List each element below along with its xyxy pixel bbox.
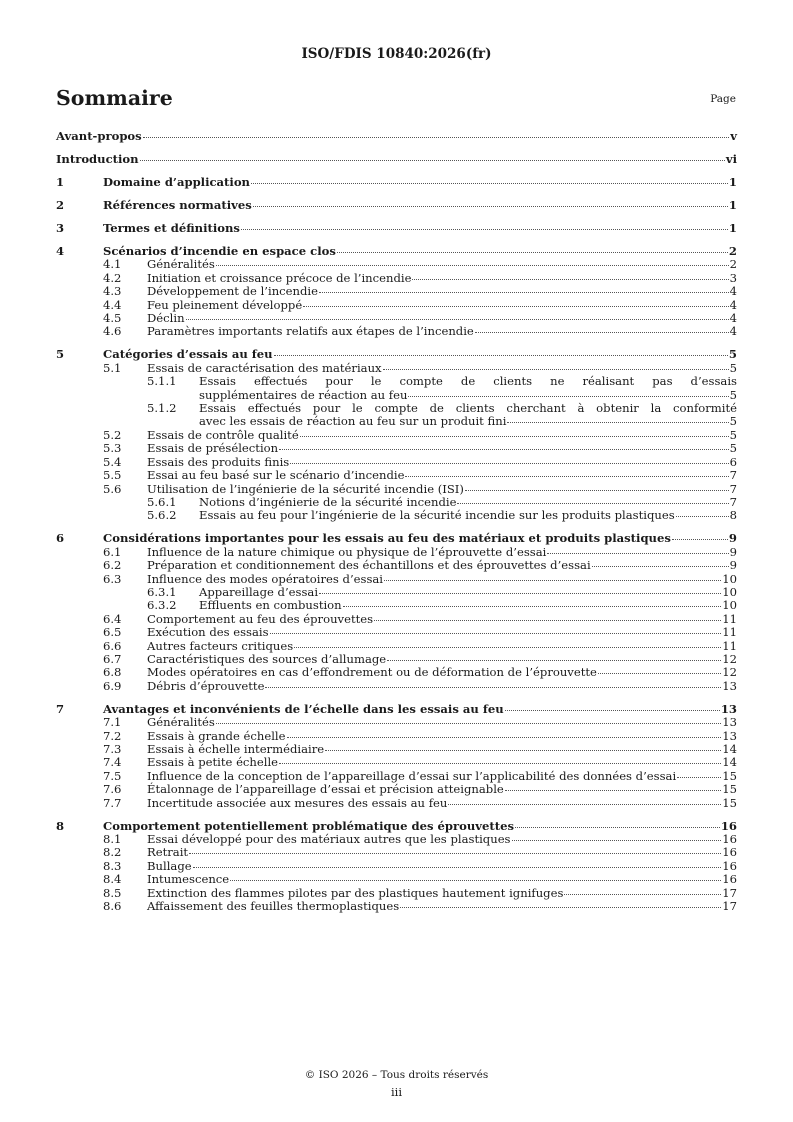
toc-entry-page: 8 bbox=[729, 508, 737, 523]
dot-leader bbox=[384, 580, 721, 581]
toc-entry-number: 1 bbox=[56, 175, 65, 189]
toc-entry[interactable] bbox=[56, 887, 737, 900]
toc-entry-page: 16 bbox=[722, 858, 737, 873]
toc-entry[interactable] bbox=[56, 312, 737, 325]
dot-leader bbox=[216, 265, 729, 266]
toc-entry-page: 7 bbox=[729, 494, 737, 509]
toc-entry-number: 7.7 bbox=[103, 795, 122, 810]
toc-entry-title: Préparation et conditionnement des échantillons et des éprouvettes d’essai bbox=[147, 558, 591, 573]
toc-entry-number: 4 bbox=[56, 244, 65, 258]
toc-entry[interactable] bbox=[56, 666, 737, 679]
toc-entry-page: 4 bbox=[729, 324, 737, 339]
toc-entry-page: 16 bbox=[722, 832, 737, 847]
toc-entry[interactable] bbox=[56, 285, 737, 298]
toc-entry-page: 16 bbox=[722, 872, 737, 887]
toc-entry-page: 4 bbox=[729, 297, 737, 312]
toc-entry-number: 7.6 bbox=[103, 782, 122, 797]
toc-entry-title: Autres facteurs critiques bbox=[147, 638, 294, 653]
toc-entry-title: Débris d’éprouvette bbox=[147, 678, 265, 693]
toc-entry-title: Généralités bbox=[147, 257, 215, 272]
toc-entry-number: 5.1.2 bbox=[147, 401, 177, 416]
toc-entry-title: Considérations importantes pour les essais au feu des matériaux et produits plastiques bbox=[103, 531, 671, 546]
toc-entry-number: 6.1 bbox=[103, 544, 122, 559]
toc-entry-title: Appareillage d’essai bbox=[199, 584, 319, 599]
toc-entry-page: 2 bbox=[728, 244, 737, 258]
toc-entry-page: 5 bbox=[729, 387, 737, 402]
dot-leader bbox=[448, 804, 721, 805]
toc-entry-title: Essai au feu basé sur le scénario d’incendie bbox=[147, 468, 405, 483]
toc-entry-page: 2 bbox=[729, 257, 737, 272]
toc-entry-page: 11 bbox=[722, 638, 737, 653]
toc-entry-title: Comportement potentiellement problématique des éprouvettes bbox=[103, 818, 515, 833]
toc-entry-page: 13 bbox=[722, 728, 737, 743]
dot-leader bbox=[140, 160, 725, 161]
toc-entry-title: Essais de présélection bbox=[147, 441, 279, 456]
dot-leader bbox=[337, 252, 728, 253]
toc-entry-page: 4 bbox=[729, 311, 737, 326]
toc-entry[interactable] bbox=[56, 716, 737, 729]
toc-entry-page: 15 bbox=[722, 768, 737, 783]
toc-entry-number: 6.3.1 bbox=[147, 584, 177, 599]
toc-entry-title: Déclin bbox=[147, 311, 185, 326]
toc-entry-title: Domaine d’application bbox=[103, 175, 250, 189]
dot-leader bbox=[592, 566, 729, 567]
toc-entry-title: Essais de contrôle qualité bbox=[147, 427, 299, 442]
toc-entry-number: 8.6 bbox=[103, 899, 122, 914]
toc-entry-title-line: avec les essais de réaction au feu sur un produit fini bbox=[199, 414, 507, 429]
dot-leader bbox=[319, 593, 721, 594]
toc-entry-number: 5.1.1 bbox=[147, 374, 177, 389]
dot-leader bbox=[408, 396, 728, 397]
toc-entry[interactable] bbox=[56, 456, 737, 469]
dot-leader bbox=[279, 449, 729, 450]
dot-leader bbox=[515, 827, 720, 828]
toc-entry-page: 9 bbox=[729, 544, 737, 559]
toc-entry-title: Exécution des essais bbox=[147, 625, 269, 640]
toc-entry-title: Modes opératoires en cas d’effondrement ou de déformation de l’éprouvette bbox=[147, 665, 597, 680]
toc-entry[interactable] bbox=[56, 245, 737, 258]
toc-entry-number: 6.9 bbox=[103, 678, 122, 693]
dot-leader bbox=[251, 183, 728, 184]
toc-entry[interactable] bbox=[56, 469, 737, 482]
toc-entry-title: Essais des produits finis bbox=[147, 454, 290, 469]
dot-leader bbox=[457, 503, 728, 504]
toc-entry-title: Notions d’ingénierie de la sécurité incendie bbox=[199, 494, 457, 509]
toc-entry[interactable] bbox=[56, 756, 737, 769]
toc-entry-number: 8.1 bbox=[103, 832, 122, 847]
toc-entry[interactable] bbox=[56, 833, 737, 846]
toc-entry-page: 12 bbox=[722, 665, 737, 680]
toc-entry-number: 6 bbox=[56, 531, 65, 546]
toc-entry-number: 5.6 bbox=[103, 481, 122, 496]
dot-leader bbox=[216, 723, 721, 724]
toc-entry-page: 13 bbox=[720, 701, 737, 716]
dot-leader bbox=[505, 710, 720, 711]
toc-entry-number: 5.4 bbox=[103, 454, 122, 469]
dot-leader bbox=[193, 867, 722, 868]
dot-leader bbox=[270, 633, 722, 634]
toc-entry-page: 6 bbox=[729, 454, 737, 469]
toc-entry[interactable] bbox=[56, 176, 737, 189]
toc-entry-page: 7 bbox=[729, 468, 737, 483]
dot-leader bbox=[290, 463, 728, 464]
toc-entry-page: 5 bbox=[729, 360, 737, 375]
toc-entry-title: Initiation et croissance précoce de l’incendie bbox=[147, 270, 412, 285]
dot-leader bbox=[287, 737, 722, 738]
toc-entry[interactable] bbox=[56, 743, 737, 756]
toc-entry[interactable] bbox=[56, 496, 737, 509]
toc-entry[interactable] bbox=[56, 222, 737, 235]
toc-entry-number: 6.4 bbox=[103, 611, 122, 626]
toc-entry-number: 6.3.2 bbox=[147, 598, 177, 613]
toc-entry-page: 15 bbox=[722, 782, 737, 797]
toc-entry-title: Retrait bbox=[147, 845, 189, 860]
toc-entry[interactable] bbox=[56, 653, 737, 666]
footer-copyright: © ISO 2026 – Tous droits réservés bbox=[304, 1069, 489, 1081]
toc-entry[interactable] bbox=[56, 770, 737, 783]
toc-entry-page: 10 bbox=[722, 598, 737, 613]
toc-entry-title: Étalonnage de l’appareillage d’essai et précision atteignable bbox=[147, 782, 504, 797]
page-column-label: Page bbox=[710, 93, 736, 105]
toc-entry[interactable] bbox=[56, 362, 737, 375]
toc-entry[interactable] bbox=[56, 272, 737, 285]
toc-entry-number: 4.2 bbox=[103, 270, 122, 285]
dot-leader bbox=[564, 894, 721, 895]
toc-entry-title: Références normatives bbox=[103, 198, 252, 212]
toc-entry[interactable] bbox=[56, 586, 737, 599]
toc-entry-title: Comportement au feu des éprouvettes bbox=[147, 611, 374, 626]
dot-leader bbox=[294, 647, 721, 648]
toc-entry[interactable] bbox=[56, 509, 737, 522]
toc-entry-page: 1 bbox=[728, 198, 737, 212]
toc-entry-number: 8 bbox=[56, 818, 65, 833]
toc-entry-number: 4.1 bbox=[103, 257, 122, 272]
toc-entry-title: Caractéristiques des sources d’allumage bbox=[147, 651, 387, 666]
toc-entry[interactable] bbox=[56, 900, 737, 913]
toc-entry-title: Scénarios d’incendie en espace clos bbox=[103, 244, 336, 258]
toc-entry-page: v bbox=[730, 129, 737, 143]
dot-leader bbox=[672, 539, 728, 540]
toc-entry-title: Influence de la conception de l’appareillage d’essai sur l’applicabilité des données d’essai bbox=[147, 768, 677, 783]
toc-entry-page: 13 bbox=[722, 678, 737, 693]
toc-entry-number: 4.3 bbox=[103, 284, 122, 299]
dot-leader bbox=[186, 319, 729, 320]
dot-leader bbox=[598, 673, 721, 674]
toc-entry[interactable] bbox=[56, 783, 737, 796]
toc-entry-page: 9 bbox=[728, 531, 737, 546]
toc-entry-page: 5 bbox=[729, 441, 737, 456]
dot-leader bbox=[279, 763, 721, 764]
dot-leader bbox=[547, 553, 728, 554]
toc-entry-page: 17 bbox=[722, 885, 737, 900]
footer-page-number: iii bbox=[390, 1085, 403, 1099]
toc-entry-page: 12 bbox=[722, 651, 737, 666]
toc-entry-title-continued bbox=[199, 389, 737, 402]
toc-entry-page: 10 bbox=[722, 584, 737, 599]
toc-entry-title: Paramètres importants relatifs aux étapes de l’incendie bbox=[147, 324, 474, 339]
toc-entry-number: 7.5 bbox=[103, 768, 122, 783]
dot-leader bbox=[230, 880, 721, 881]
toc-entry-title: Influence de la nature chimique ou physique de l’éprouvette d’essai bbox=[147, 544, 547, 559]
toc-entry-title: Extinction des flammes pilotes par des plastiques hautement ignifuges bbox=[147, 885, 564, 900]
dot-leader bbox=[507, 422, 728, 423]
dot-leader bbox=[325, 750, 721, 751]
toc-entry-title: Termes et définitions bbox=[103, 221, 240, 235]
toc-entry[interactable] bbox=[56, 299, 737, 312]
toc-entry-page: 5 bbox=[729, 427, 737, 442]
toc-entry[interactable] bbox=[56, 429, 737, 442]
toc-entry-title: Généralités bbox=[147, 715, 215, 730]
dot-leader bbox=[505, 790, 721, 791]
toc-entry[interactable] bbox=[56, 402, 737, 429]
toc-entry-title: Essais au feu pour l’ingénierie de la sécurité incendie sur les produits plastiques bbox=[199, 508, 675, 523]
toc-entry-title: Intumescence bbox=[147, 872, 230, 887]
toc-entry-number: 6.2 bbox=[103, 558, 122, 573]
toc-entry-page: 9 bbox=[729, 558, 737, 573]
dot-leader bbox=[412, 279, 728, 280]
toc-entry[interactable] bbox=[56, 797, 737, 810]
toc-entry-page: 14 bbox=[722, 755, 737, 770]
toc-entry-title: Essais effectués pour le compte de clients cherchant à obtenir la conformité bbox=[199, 401, 737, 416]
toc-entry-page: 5 bbox=[728, 347, 737, 362]
toc-entry-number: 7.1 bbox=[103, 715, 122, 730]
dot-leader bbox=[241, 229, 728, 230]
toc-entry-page: 7 bbox=[729, 481, 737, 496]
toc-entry-title: Utilisation de l’ingénierie de la sécurité incendie (ISI) bbox=[147, 481, 464, 496]
dot-leader bbox=[677, 777, 721, 778]
toc-entry-title: Essais à petite échelle bbox=[147, 755, 279, 770]
toc-entry-page: vi bbox=[725, 152, 737, 166]
dot-leader bbox=[300, 436, 729, 437]
toc-entry-title: Essais effectués pour le compte de clients ne réalisant pas d’essais bbox=[199, 374, 737, 389]
dot-leader bbox=[512, 840, 722, 841]
toc-entry-number: 7.3 bbox=[103, 742, 122, 756]
toc-entry-page: 17 bbox=[722, 899, 737, 914]
toc-entry-number: 6.5 bbox=[103, 625, 122, 640]
toc-entry-page: 4 bbox=[729, 284, 737, 299]
toc-entry-number: 5.2 bbox=[103, 427, 122, 442]
toc-entry-number: 7.4 bbox=[103, 755, 122, 770]
toc-entry-title: Essais de caractérisation des matériaux bbox=[147, 360, 382, 375]
table-of-contents bbox=[56, 126, 737, 913]
dot-leader bbox=[475, 332, 729, 333]
dot-leader bbox=[387, 660, 721, 661]
toc-entry[interactable] bbox=[56, 325, 737, 338]
toc-entry[interactable] bbox=[56, 573, 737, 586]
toc-entry-number: 6.3 bbox=[103, 571, 122, 586]
toc-entry[interactable] bbox=[56, 626, 737, 639]
toc-entry-number: 6.6 bbox=[103, 638, 122, 653]
toc-entry-number: 7.2 bbox=[103, 728, 122, 743]
toc-entry-page: 1 bbox=[728, 221, 737, 235]
dot-leader bbox=[374, 620, 721, 621]
toc-entry-page: 14 bbox=[722, 742, 737, 756]
toc-entry-title: Introduction bbox=[56, 152, 139, 166]
toc-entry[interactable] bbox=[56, 599, 737, 612]
toc-entry-title-line: supplémentaires de réaction au feu bbox=[199, 387, 408, 402]
toc-entry-number: 2 bbox=[56, 198, 65, 212]
toc-entry[interactable] bbox=[56, 199, 737, 212]
toc-entry[interactable] bbox=[56, 613, 737, 626]
dot-leader bbox=[143, 137, 730, 138]
toc-entry[interactable] bbox=[56, 730, 737, 743]
toc-entry-title: Développement de l’incendie bbox=[147, 284, 318, 299]
toc-entry-number: 5.5 bbox=[103, 468, 122, 483]
toc-entry-number: 8.2 bbox=[103, 845, 122, 860]
toc-entry-title: Catégories d’essais au feu bbox=[103, 347, 273, 362]
dot-leader bbox=[274, 355, 728, 356]
dot-leader bbox=[405, 476, 728, 477]
toc-entry-title: Essai développé pour des matériaux autres que les plastiques bbox=[147, 832, 511, 847]
toc-entry-number: 8.3 bbox=[103, 858, 122, 873]
toc-entry-page: 1 bbox=[728, 175, 737, 189]
toc-entry-page: 11 bbox=[722, 611, 737, 626]
toc-entry-number: 7 bbox=[56, 701, 65, 716]
toc-entry-number: 5.3 bbox=[103, 441, 122, 456]
toc-entry-title: Affaissement des feuilles thermoplastiques bbox=[147, 899, 400, 914]
toc-entry-number: 8.5 bbox=[103, 885, 122, 900]
toc-entry-title: Influence des modes opératoires d’essai bbox=[147, 571, 384, 586]
toc-entry[interactable] bbox=[56, 130, 737, 143]
dot-leader bbox=[400, 907, 721, 908]
toc-entry[interactable] bbox=[56, 860, 737, 873]
toc-entry-title: Effluents en combustion bbox=[199, 598, 342, 613]
toc-entry[interactable] bbox=[56, 703, 737, 716]
toc-entry-number: 4.5 bbox=[103, 311, 122, 326]
dot-leader bbox=[253, 206, 728, 207]
toc-entry-page: 16 bbox=[720, 818, 737, 833]
toc-entry-number: 5.1 bbox=[103, 360, 122, 375]
toc-entry-number: 5.6.1 bbox=[147, 494, 177, 509]
toc-entry-number: 4.4 bbox=[103, 297, 122, 312]
dot-leader bbox=[676, 516, 729, 517]
toc-entry-page: 11 bbox=[722, 625, 737, 640]
toc-entry[interactable] bbox=[56, 442, 737, 455]
toc-entry-title: Essais à grande échelle bbox=[147, 728, 286, 743]
toc-entry-title: Avant-propos bbox=[56, 129, 142, 143]
toc-entry-number: 5 bbox=[56, 347, 65, 362]
document-header: ISO/FDIS 10840:2026(fr) bbox=[301, 46, 492, 62]
toc-entry[interactable] bbox=[56, 680, 737, 693]
toc-entry-title: Essais à échelle intermédiaire bbox=[147, 742, 325, 756]
toc-entry-title: Feu pleinement développé bbox=[147, 297, 303, 312]
toc-entry[interactable] bbox=[56, 483, 737, 496]
dot-leader bbox=[303, 306, 728, 307]
toc-entry[interactable] bbox=[56, 258, 737, 271]
toc-entry-title: Bullage bbox=[147, 858, 192, 873]
dot-leader bbox=[383, 369, 729, 370]
toc-entry-title: Incertitude associée aux mesures des essais au feu bbox=[147, 795, 448, 810]
toc-entry[interactable] bbox=[56, 846, 737, 859]
toc-entry-number: 3 bbox=[56, 221, 65, 235]
toc-entry[interactable] bbox=[56, 153, 737, 166]
toc-entry[interactable] bbox=[56, 559, 737, 572]
toc-entry[interactable] bbox=[56, 532, 737, 545]
toc-entry-title: Avantages et inconvénients de l’échelle dans les essais au feu bbox=[103, 701, 504, 716]
dot-leader bbox=[189, 853, 721, 854]
toc-entry-number: 6.7 bbox=[103, 651, 122, 666]
toc-entry[interactable] bbox=[56, 640, 737, 653]
toc-entry-number: 8.4 bbox=[103, 872, 122, 887]
toc-entry-page: 16 bbox=[722, 845, 737, 860]
toc-entry-number: 6.8 bbox=[103, 665, 122, 680]
dot-leader bbox=[465, 490, 729, 491]
toc-entry-number: 4.6 bbox=[103, 324, 122, 339]
toc-entry-page: 13 bbox=[722, 715, 737, 730]
toc-entry-page: 3 bbox=[729, 270, 737, 285]
toc-entry[interactable] bbox=[56, 375, 737, 402]
toc-entry-page: 10 bbox=[722, 571, 737, 586]
toc-entry[interactable] bbox=[56, 820, 737, 833]
toc-entry[interactable] bbox=[56, 873, 737, 886]
toc-entry-number: 5.6.2 bbox=[147, 508, 177, 523]
toc-entry[interactable] bbox=[56, 546, 737, 559]
toc-entry[interactable] bbox=[56, 348, 737, 361]
dot-leader bbox=[319, 292, 729, 293]
toc-entry-title-continued bbox=[199, 415, 737, 428]
toc-entry-page: 5 bbox=[729, 414, 737, 429]
toc-entry-page: 15 bbox=[722, 795, 737, 810]
dot-leader bbox=[265, 687, 721, 688]
dot-leader bbox=[343, 606, 722, 607]
page-title: Sommaire bbox=[56, 86, 173, 110]
